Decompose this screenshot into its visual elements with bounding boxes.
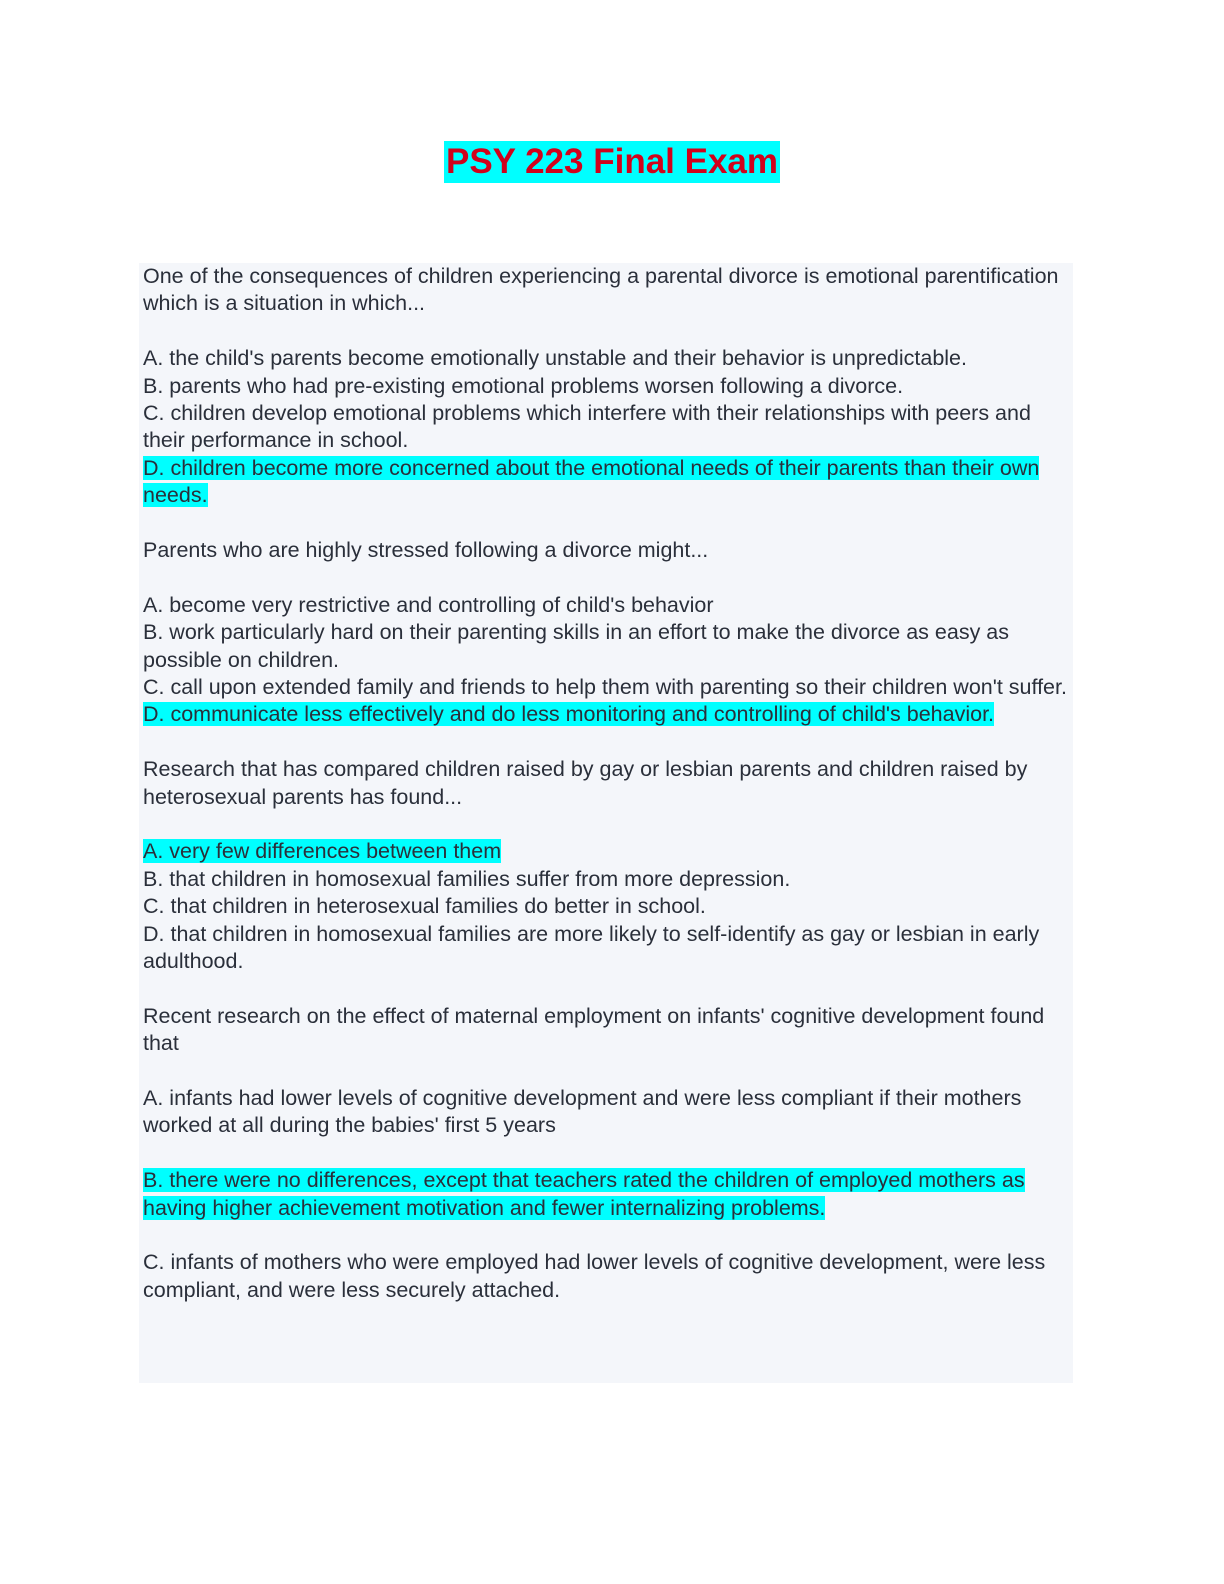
option-b: B. that children in homosexual families suffer from more depression.: [143, 866, 791, 891]
highlighted-answer: D. communicate less effectively and do less monitoring and controlling of child's behavior.: [143, 702, 995, 727]
option-d: D. that children in homosexual families are more likely to self-identify as gay or lesbian in early adulthood.: [143, 921, 1040, 974]
highlighted-answer: D. children become more concerned about the emotional needs of their parents than their own needs.: [143, 455, 1040, 508]
option-b: B. work particularly hard on their parenting skills in an effort to make the divorce as easy as possible on children.: [143, 620, 1009, 672]
option-b-answer: [143, 1167, 1069, 1222]
option-a: A. become very restrictive and controlling of child's behavior: [143, 592, 714, 617]
question-prompt: Recent research on the effect of maternal employment on infants' cognitive development found that: [143, 1003, 1045, 1056]
option-a-answer: [143, 838, 1069, 865]
options-list: [143, 345, 1069, 509]
question-1: [143, 263, 1069, 510]
spacer: [143, 1222, 1069, 1249]
options-list: [143, 592, 1069, 729]
question-2: [143, 537, 1069, 729]
question-prompt: One of the consequences of children experiencing a parental divorce is emotional parentification which is a situation in which...: [143, 264, 1059, 316]
options-list: [143, 1085, 1069, 1304]
option-c: C. children develop emotional problems which interfere with their relationships with peers and their performance in school.: [143, 401, 1031, 453]
exam-content: [139, 263, 1073, 1383]
highlighted-answer: B. there were no differences, except that teachers rated the children of employed mothers as having higher achievement motivation and fewer internalizing problems.: [143, 1168, 1025, 1220]
question-prompt: Research that has compared children raised by gay or lesbian parents and children raised by heterosexual parents has found...: [143, 757, 1028, 809]
option-d-answer: [143, 701, 1069, 728]
option-c: C. infants of mothers who were employed had lower levels of cognitive development, were less compliant, and were less securely attached.: [143, 1250, 1046, 1302]
question-3: [143, 756, 1069, 975]
option-b: B. parents who had pre-existing emotional problems worsen following a divorce.: [143, 373, 904, 398]
highlighted-answer: A. very few differences between them: [143, 839, 502, 864]
option-d-answer: [143, 455, 1069, 510]
question-4: [143, 1003, 1069, 1304]
option-c: C. call upon extended family and friends to help them with parenting so their children won't suffer.: [143, 675, 1067, 700]
options-list: [143, 838, 1069, 975]
spacer: [143, 1140, 1069, 1167]
title-container: [0, 141, 1224, 183]
option-a: A. infants had lower levels of cognitive development and were less compliant if their mothers worked at all during the babies' first 5 years: [143, 1086, 1022, 1138]
question-prompt: Parents who are highly stressed following a divorce might...: [143, 538, 709, 563]
option-a: A. the child's parents become emotionally unstable and their behavior is unpredictable.: [143, 346, 967, 371]
page-title: PSY 223 Final Exam: [445, 142, 779, 181]
option-c: C. that children in heterosexual families do better in school.: [143, 894, 706, 919]
